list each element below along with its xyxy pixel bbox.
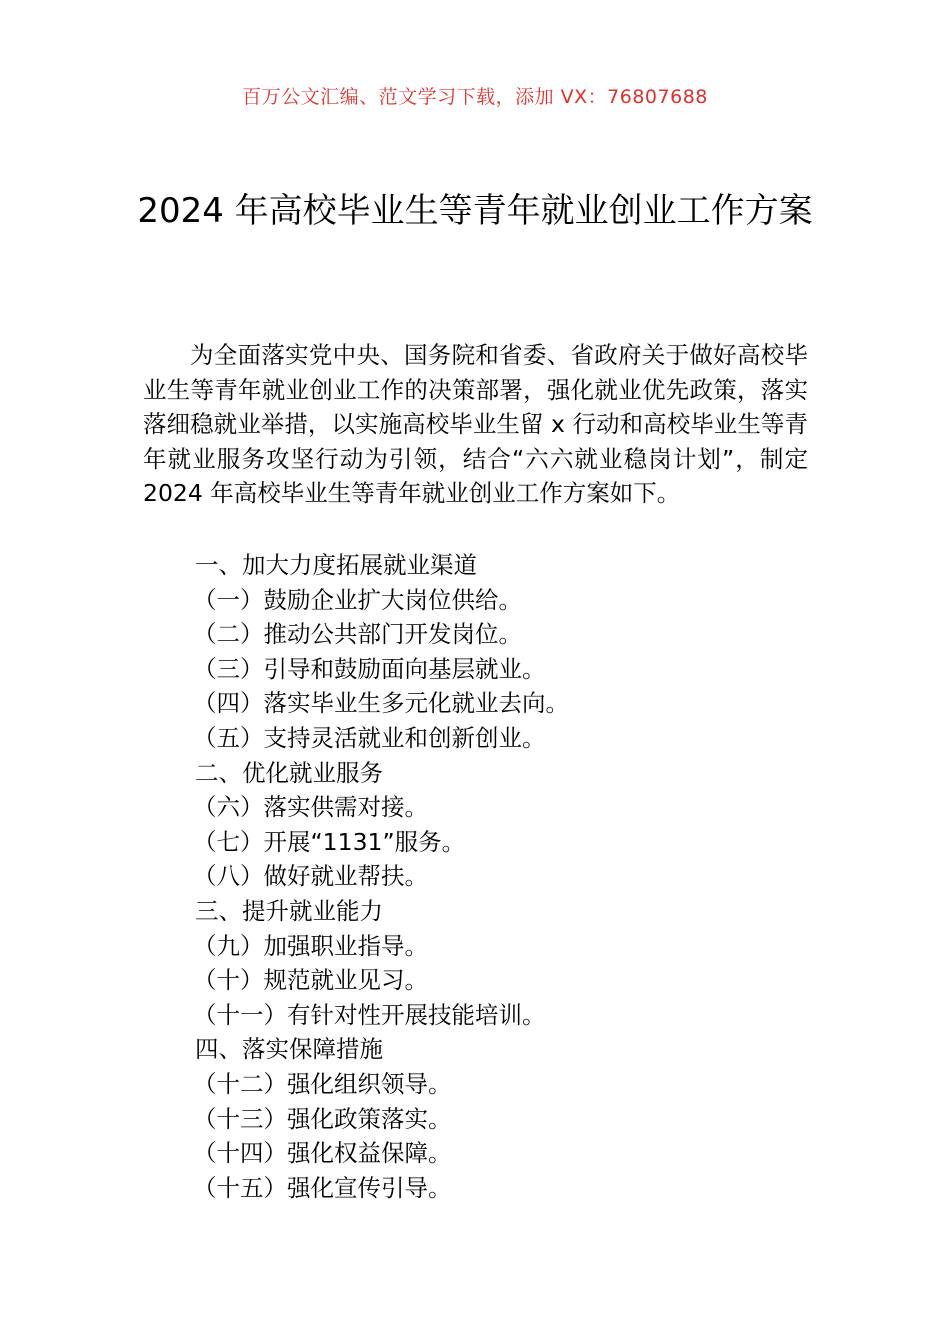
outline-line: （四）落实毕业生多元化就业去向。 xyxy=(193,689,569,718)
outline-line: （十一）有针对性开展技能培训。 xyxy=(193,1000,546,1029)
outline-line: （七）开展“1131”服务。 xyxy=(193,827,466,856)
watermark-text: 百万公文汇编、范文学习下载，添加 VX：76807688 xyxy=(242,86,708,108)
outline-line: （九）加强职业指导。 xyxy=(193,931,428,960)
outline-line: （十二）强化组织领导。 xyxy=(193,1069,452,1098)
outline-line: （六）落实供需对接。 xyxy=(193,793,428,822)
outline-line: （八）做好就业帮扶。 xyxy=(193,862,428,891)
outline-line: 四、落实保障措施 xyxy=(195,1035,383,1064)
outline-line: 一、加大力度拓展就业渠道 xyxy=(195,551,477,579)
outline-line: （十四）强化权益保障。 xyxy=(193,1139,452,1168)
outline-line: （十五）强化宣传引导。 xyxy=(193,1173,452,1202)
outline-list xyxy=(143,548,808,1205)
document-title: 2024 年高校毕业生等青年就业创业工作方案 xyxy=(137,191,813,231)
outline-line: 三、提升就业能力 xyxy=(195,896,383,925)
outline-line: （二）推动公共部门开发岗位。 xyxy=(193,620,522,649)
outline-line: （五）支持灵活就业和创新创业。 xyxy=(193,723,546,752)
outline-line: 二、优化就业服务 xyxy=(195,758,383,787)
outline-line: （一）鼓励企业扩大岗位供给。 xyxy=(193,585,522,614)
outline-line: （十三）强化政策落实。 xyxy=(193,1104,452,1133)
outline-line: （十）规范就业见习。 xyxy=(193,966,428,995)
outline-line: （三）引导和鼓励面向基层就业。 xyxy=(193,654,546,683)
intro-paragraph: 为全面落实党中央、国务院和省委、省政府关于做好高校毕业生等青年就业创业工作的决策部署，强化就业优先政策，落实落细稳就业举措，以实施高校毕业生留 x 行动和高校毕业生等青年就业服务攻坚行动为引领，结合“六六就业稳岗计划”，制定 2024 年高校毕业生等青年就业创业工作方案如下。 xyxy=(143,341,808,508)
